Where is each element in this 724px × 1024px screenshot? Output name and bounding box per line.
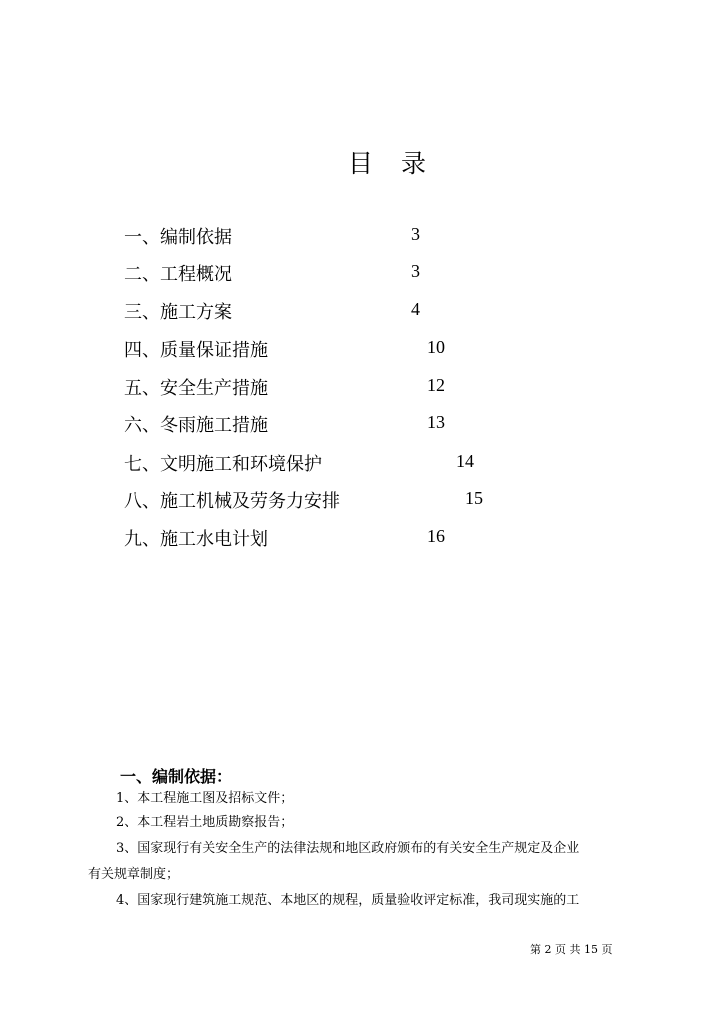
section-heading: 一、编制依据：	[120, 767, 233, 786]
toc-title-char-1: 目	[348, 149, 374, 178]
toc-item-page: 3	[411, 261, 420, 281]
paragraph: 有关规章制度；	[88, 867, 180, 882]
toc-item-page: 4	[411, 299, 420, 319]
toc-item-label: 二、工程概况	[124, 264, 232, 285]
paragraph: 1、本工程施工图及招标文件；	[116, 791, 294, 806]
toc-item-label: 九、施工水电计划	[124, 529, 268, 550]
paragraph: 2、本工程岩土地质勘察报告；	[116, 815, 294, 830]
toc-item-label: 三、施工方案	[124, 302, 232, 323]
toc-item-page: 12	[427, 375, 445, 395]
toc-item-label: 五、安全生产措施	[124, 378, 268, 399]
toc-item-page: 16	[427, 526, 445, 546]
toc-item-label: 一、编制依据	[124, 227, 232, 248]
toc-item-page: 3	[411, 224, 420, 244]
toc-item-page: 15	[465, 488, 483, 508]
toc-title-char-2: 录	[401, 149, 427, 178]
page-footer: 第 2 页 共 15 页	[530, 943, 613, 956]
toc-item-label: 六、冬雨施工措施	[124, 415, 268, 436]
toc-item-page: 10	[427, 337, 445, 357]
toc-item-page: 13	[427, 412, 445, 432]
paragraph: 3、国家现行有关安全生产的法律法规和地区政府颁布的有关安全生产规定及企业	[116, 841, 580, 856]
toc-item-page: 14	[456, 451, 474, 471]
toc-item-label: 八、施工机械及劳务力安排	[124, 491, 340, 512]
paragraph: 4、国家现行建筑施工规范、本地区的规程，质量验收评定标准，我司现实施的工	[116, 893, 580, 908]
toc-item-label: 七、文明施工和环境保护	[124, 454, 322, 475]
toc-item-label: 四、质量保证措施	[124, 340, 268, 361]
toc-title	[348, 144, 426, 180]
